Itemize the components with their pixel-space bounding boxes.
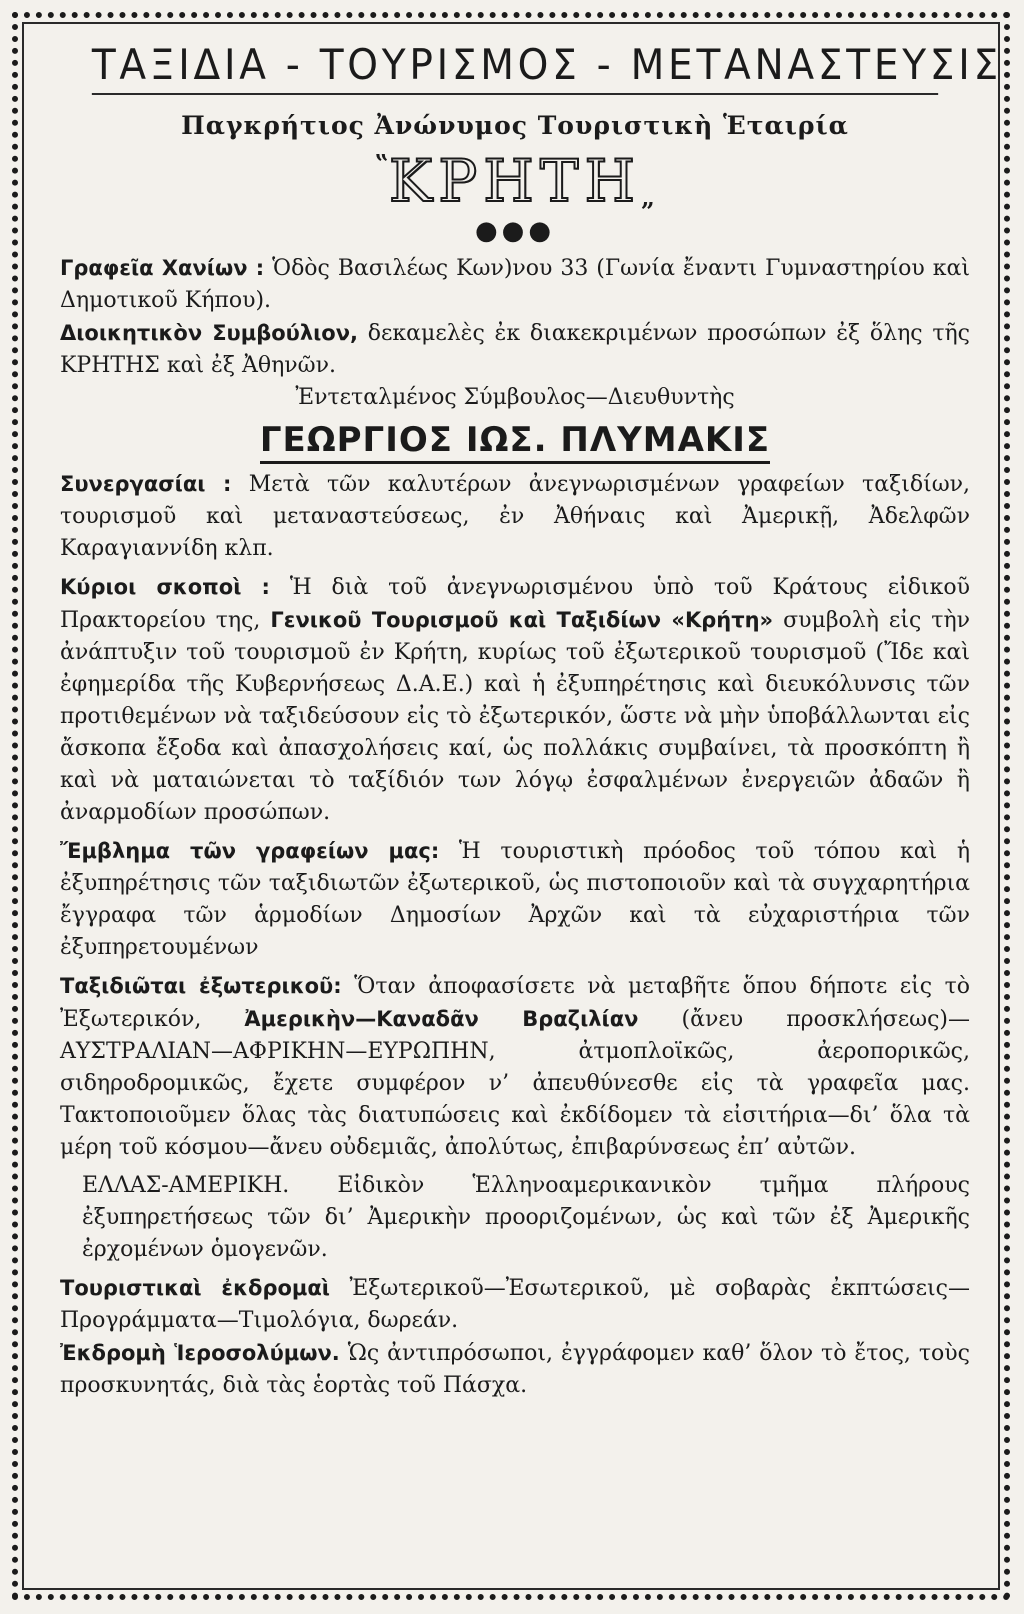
excursions-text: Ἐξωτερικοῦ—Ἐσωτερικοῦ, μὲ σοβαρὰς ἐκπτώσεις—Προγράμματα—Τιμολόγια, δωρεάν. xyxy=(60,1276,970,1333)
advertisement xyxy=(60,30,1002,1402)
board-text: δεκαμελὲς ἐκ διακεκριμένων προσώπων ἐξ ὅλης τῆς ΚΡΗΤΗΣ καὶ ἐξ Ἀθηνῶν. xyxy=(60,321,971,378)
aims-paragraph xyxy=(60,571,970,829)
aims-text-2: συμβολὴ εἰς τὴν ἀνάπτυξιν τοῦ τουρισμοῦ ἐν Κρήτη, κυρίως τοῦ ἐξωτερικοῦ τουρισμοῦ (Ἴδε καὶ ἐφημερίδα τῆς Κυβερνήσεως Δ.Α.Ε.) καὶ ἡ ἐξυπηρέτησις καὶ διευκόλυνσις τῶν προτιθεμένων νὰ ταξιδεύσουν εἰς τὸ ἐξωτερικόν, ὥστε νὰ μὴν ὑποβάλλωνται εἰς ἄσκοπα ἔξοδα καὶ ἀπασχολήσεις καί, ὡς πολλάκις συμβαίνει, τὰ προσκόπτη ἢ καὶ νὰ ματαιώνεται τὸ ταξίδιόν των λόγῳ ἐσφαλμένων ἐνεργειῶν ἀδαῶν ἢ ἀναρμοδίων προσώπων. xyxy=(60,608,970,825)
jerusalem-lead: Ἐκδρομὴ Ἱεροσολύμων. xyxy=(60,1341,340,1365)
aims-text-1: Ἡ διὰ τοῦ ἀνεγνωρισμένου ὑπὸ τοῦ Κράτους εἰδικοῦ Πρακτορείου της, xyxy=(60,575,970,633)
travelers-lead: Ταξιδιῶται ἐξωτερικοῦ: xyxy=(60,974,342,998)
board-paragraph xyxy=(60,317,970,382)
travelers-paragraph xyxy=(60,970,970,1164)
greece-america-lead: ΕΛΛΑΣ-ΑΜΕΡΙΚΗ. xyxy=(82,1173,290,1198)
greece-america-text: Εἰδικὸν Ἑλληνοαμερικανικὸν τμῆμα πλήρους ἐξυπηρετήσεως τῶν δι’ Ἀμερικὴν προοριζομένων, ὡς καὶ τῶν ἐξ Ἀμερικῆς ἐρχομένων ὁμογενῶν. xyxy=(82,1173,970,1262)
excursions-paragraph xyxy=(60,1272,970,1337)
excursions-lead: Τουριστικαὶ ἐκδρομαὶ xyxy=(60,1276,330,1300)
ornament-dots: ●●● xyxy=(474,216,556,246)
director-name-text: ΓΕΩΡΓΙΟΣ ΙΩΣ. ΠΛΥΜΑΚΙΣ xyxy=(260,420,770,464)
director-name xyxy=(60,420,970,460)
company-name: Παγκρήτιος Ἀνώνυμος Τουριστικὴ Ἑταιρία xyxy=(181,111,849,140)
offices-lead: Γραφεῖα Χανίων : xyxy=(60,256,265,280)
jerusalem-text: Ὡς ἀντιπρόσωποι, ἐγγράφομεν καθ’ ὅλον τὸ ἔτος, τοὺς προσκυνητάς, διὰ τὰς ἑορτὰς τοῦ Πάσχα. xyxy=(60,1341,970,1398)
jerusalem-paragraph xyxy=(60,1337,970,1402)
travelers-bold: Ἀμερικὴν—Καναδᾶν Βραζιλίαν xyxy=(244,1007,639,1031)
travelers-text-1: Ὅταν ἀποφασίσετε νὰ μεταβῆτε ὅπου δήποτε εἰς τὸ Ἐξωτερικόν, xyxy=(60,974,970,1032)
board-lead: Διοικητικὸν Συμβούλιον, xyxy=(60,321,359,345)
emblem-text: Ἡ τουριστικὴ πρόοδος τοῦ τόπου καὶ ἡ ἐξυπηρέτησις τῶν ταξιδιωτῶν ἐξωτερικοῦ, ὡς πιστοποιοῦν καὶ τὰ συγχαρητήρια ἔγγραφα τῶν ἁρμοδίων Δημοσίων Ἀρχῶν καὶ τὰ εὐχαριστήρια τῶν ἐξυπηρετουμένων xyxy=(60,839,970,960)
aims-bold: Γενικοῦ Τουρισμοῦ καὶ Ταξιδίων «Κρήτη» xyxy=(270,608,774,632)
brand-open-quote: ‟ xyxy=(375,149,389,178)
greece-america-paragraph xyxy=(60,1170,970,1266)
cooperation-paragraph xyxy=(60,468,970,565)
offices-text: Ὁδὸς Βασιλέως Κων)νου 33 (Γωνία ἔναντι Γυμναστηρίου καὶ Δημοτικοῦ Κήπου). xyxy=(60,256,970,313)
travelers-text-2: (ἄνευ προσκλήσεως)—ΑΥΣΤΡΑΛΙΑΝ—ΑΦΡΙΚΗΝ—ΕΥΡΩΠΗΝ, ἀτμοπλοϊκῶς, ἀεροπορικῶς, σιδηροδρομικῶς, ἔχετε συμφέρον ν’ ἀπευθύνεσθε εἰς τὰ γραφεῖα μας. Τακτοποιοῦμεν ὅλας τὰς διατυπώσεις καὶ ἐκδίδομεν τὰ εἰσιτήρια—δι’ ὅλα τὰ μέρη τοῦ κόσμου—ἄνευ οὐδεμιᾶς, ἀπολύτως, ἐπιβαρύνσεως ἐπ’ αὐτῶν. xyxy=(60,1007,970,1160)
cooperation-lead: Συνεργασίαι : xyxy=(60,472,232,496)
headline: ΤΑΞΙΔΙΑ - ΤΟΥΡΙΣΜΟΣ - ΜΕΤΑΝΑΣΤΕΥΣΙΣ xyxy=(92,40,938,95)
emblem-lead: Ἔμβλημα τῶν γραφείων μας: xyxy=(60,839,440,863)
emblem-paragraph xyxy=(60,835,970,964)
cooperation-text: Μετὰ τῶν καλυτέρων ἀνεγνωρισμένων γραφείων ταξιδίων, τουρισμοῦ καὶ μεταναστεύσεως, ἐν Ἀθήναις καὶ Ἀμερικῇ, Ἀδελφῶν Καραγιαννίδη κλπ. xyxy=(60,472,971,561)
brand-title xyxy=(60,147,970,215)
aims-lead: Κύριοι σκοποὶ : xyxy=(60,575,270,599)
brand-close-quote: „ xyxy=(641,183,655,212)
brand-name: ΚΡΗΤΗ xyxy=(388,147,642,215)
director-title: Ἐντεταλμένος Σύμβουλος—Διευθυντὴς xyxy=(295,385,735,410)
offices-paragraph xyxy=(60,252,970,317)
